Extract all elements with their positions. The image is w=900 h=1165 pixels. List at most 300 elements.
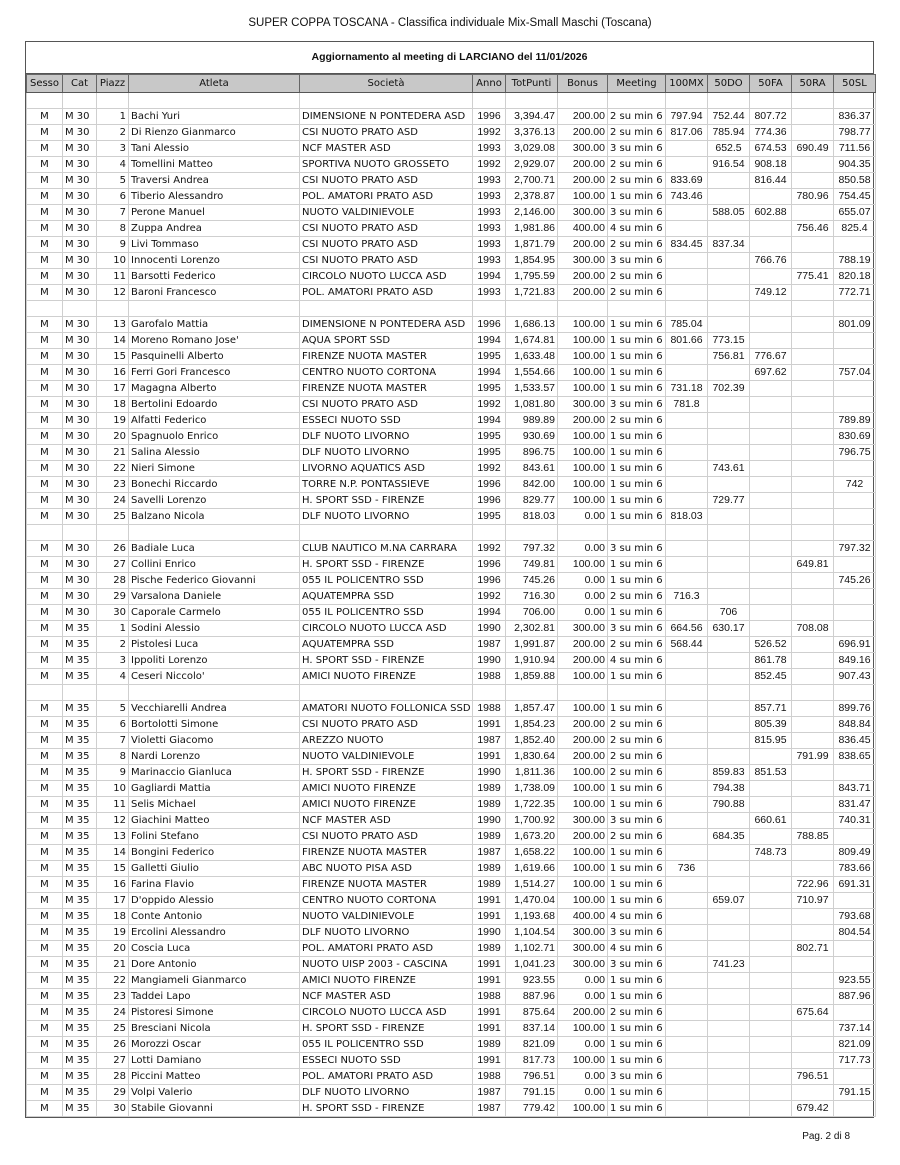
column-header-totpunti: TotPunti (506, 75, 558, 93)
cell-50do: 794.38 (708, 781, 750, 797)
cell-50ra: 679.42 (792, 1101, 834, 1117)
cell-50ra (792, 909, 834, 925)
cell-50sl: 717.73 (834, 1053, 876, 1069)
cell-50sl: 740.31 (834, 813, 876, 829)
cell-100mx (666, 349, 708, 365)
cell-piazz: 17 (97, 893, 129, 909)
cell-sesso: M (27, 813, 63, 829)
table-row (27, 285, 876, 301)
cell-atleta: Coscia Luca (129, 941, 300, 957)
cell-bonus: 0.00 (558, 573, 608, 589)
cell-50sl (834, 381, 876, 397)
cell-50ra (792, 477, 834, 493)
cell-sesso: M (27, 637, 63, 653)
cell-50do: 837.34 (708, 237, 750, 253)
cell-bonus: 100.00 (558, 781, 608, 797)
cell-piazz: 13 (97, 829, 129, 845)
cell-meeting: 1 su min 6 (608, 669, 666, 685)
cell-piazz: 8 (97, 221, 129, 237)
cell-piazz: 1 (97, 109, 129, 125)
cell-meeting: 3 su min 6 (608, 813, 666, 829)
cell-atleta: Tiberio Alessandro (129, 189, 300, 205)
cell-societa: AREZZO NUOTO (300, 733, 473, 749)
cell-cat: M 30 (63, 221, 97, 237)
cell-sesso: M (27, 621, 63, 637)
cell-piazz: 11 (97, 269, 129, 285)
cell-50sl: 783.66 (834, 861, 876, 877)
cell-bonus: 100.00 (558, 461, 608, 477)
cell-50ra (792, 253, 834, 269)
cell-50sl: 887.96 (834, 989, 876, 1005)
cell-50ra (792, 717, 834, 733)
table-row (27, 349, 876, 365)
cell-atleta: Morozzi Oscar (129, 1037, 300, 1053)
cell-meeting: 1 su min 6 (608, 893, 666, 909)
cell-50sl: 793.68 (834, 909, 876, 925)
cell-100mx (666, 797, 708, 813)
table-row (27, 221, 876, 237)
cell-anno: 1996 (473, 477, 506, 493)
cell-50ra (792, 461, 834, 477)
cell-cat: M 35 (63, 653, 97, 669)
cell-bonus: 200.00 (558, 829, 608, 845)
cell-bonus: 400.00 (558, 909, 608, 925)
cell-piazz: 7 (97, 205, 129, 221)
empty-cell (750, 685, 792, 701)
cell-meeting: 2 su min 6 (608, 717, 666, 733)
cell-50do: 652.5 (708, 141, 750, 157)
cell-piazz: 30 (97, 605, 129, 621)
cell-anno: 1994 (473, 413, 506, 429)
cell-cat: M 35 (63, 941, 97, 957)
cell-atleta: Bortolotti Simone (129, 717, 300, 733)
empty-cell (608, 525, 666, 541)
cell-50ra (792, 973, 834, 989)
cell-50do (708, 1021, 750, 1037)
cell-societa: SPORTIVA NUOTO GROSSETO (300, 157, 473, 173)
cell-cat: M 30 (63, 333, 97, 349)
cell-50do (708, 397, 750, 413)
cell-50fa (750, 1069, 792, 1085)
cell-50ra (792, 157, 834, 173)
cell-50fa (750, 413, 792, 429)
cell-bonus: 200.00 (558, 413, 608, 429)
cell-piazz: 18 (97, 909, 129, 925)
cell-totpunti: 829.77 (506, 493, 558, 509)
cell-50ra (792, 109, 834, 125)
cell-societa: 055 IL POLICENTRO SSD (300, 1037, 473, 1053)
cell-piazz: 23 (97, 989, 129, 1005)
cell-50sl (834, 333, 876, 349)
table-row (27, 141, 876, 157)
cell-totpunti: 1,811.36 (506, 765, 558, 781)
cell-50ra (792, 813, 834, 829)
cell-bonus: 300.00 (558, 397, 608, 413)
cell-totpunti: 1,658.22 (506, 845, 558, 861)
cell-sesso: M (27, 1005, 63, 1021)
cell-50sl: 830.69 (834, 429, 876, 445)
cell-atleta: Bongini Federico (129, 845, 300, 861)
cell-cat: M 35 (63, 1053, 97, 1069)
empty-cell (506, 685, 558, 701)
cell-sesso: M (27, 1037, 63, 1053)
cell-50fa: 857.71 (750, 701, 792, 717)
spacer-row (27, 685, 876, 701)
cell-50fa: 851.53 (750, 765, 792, 781)
cell-piazz: 28 (97, 1069, 129, 1085)
table-row (27, 909, 876, 925)
table-row (27, 621, 876, 637)
cell-societa: 055 IL POLICENTRO SSD (300, 605, 473, 621)
cell-societa: CLUB NAUTICO M.NA CARRARA (300, 541, 473, 557)
cell-cat: M 35 (63, 749, 97, 765)
cell-50sl (834, 893, 876, 909)
cell-bonus: 100.00 (558, 877, 608, 893)
cell-societa: FIRENZE NUOTA MASTER (300, 381, 473, 397)
cell-meeting: 1 su min 6 (608, 1085, 666, 1101)
cell-totpunti: 749.81 (506, 557, 558, 573)
cell-societa: 055 IL POLICENTRO SSD (300, 573, 473, 589)
empty-cell (63, 93, 97, 109)
cell-sesso: M (27, 269, 63, 285)
cell-piazz: 2 (97, 637, 129, 653)
cell-50fa (750, 893, 792, 909)
cell-100mx: 801.66 (666, 333, 708, 349)
table-row (27, 925, 876, 941)
cell-50do (708, 413, 750, 429)
cell-societa: NUOTO VALDINIEVOLE (300, 205, 473, 221)
cell-societa: AMICI NUOTO FIRENZE (300, 797, 473, 813)
cell-100mx: 781.8 (666, 397, 708, 413)
cell-bonus: 300.00 (558, 253, 608, 269)
cell-anno: 1987 (473, 1101, 506, 1117)
cell-sesso: M (27, 877, 63, 893)
cell-meeting: 4 su min 6 (608, 221, 666, 237)
cell-anno: 1989 (473, 1037, 506, 1053)
cell-50fa (750, 957, 792, 973)
cell-totpunti: 989.89 (506, 413, 558, 429)
cell-sesso: M (27, 477, 63, 493)
cell-totpunti: 3,376.13 (506, 125, 558, 141)
cell-100mx: 785.04 (666, 317, 708, 333)
cell-societa: H. SPORT SSD - FIRENZE (300, 557, 473, 573)
cell-meeting: 1 su min 6 (608, 477, 666, 493)
cell-piazz: 10 (97, 781, 129, 797)
cell-50fa: 807.72 (750, 109, 792, 125)
cell-50fa (750, 493, 792, 509)
cell-50sl (834, 941, 876, 957)
cell-meeting: 1 su min 6 (608, 429, 666, 445)
cell-100mx (666, 1053, 708, 1069)
column-header-100mx: 100MX (666, 75, 708, 93)
cell-atleta: Salina Alessio (129, 445, 300, 461)
cell-totpunti: 1,910.94 (506, 653, 558, 669)
table-row (27, 413, 876, 429)
cell-totpunti: 1,193.68 (506, 909, 558, 925)
cell-atleta: Baroni Francesco (129, 285, 300, 301)
cell-totpunti: 1,081.80 (506, 397, 558, 413)
cell-50do: 659.07 (708, 893, 750, 909)
cell-50do (708, 1069, 750, 1085)
cell-totpunti: 1,633.48 (506, 349, 558, 365)
cell-atleta: Di Rienzo Gianmarco (129, 125, 300, 141)
cell-piazz: 23 (97, 477, 129, 493)
table-row (27, 189, 876, 205)
cell-50sl: 848.84 (834, 717, 876, 733)
cell-anno: 1991 (473, 957, 506, 973)
table-row (27, 445, 876, 461)
table-row (27, 861, 876, 877)
cell-50sl (834, 237, 876, 253)
ranking-sheet (25, 41, 874, 1118)
cell-50do (708, 509, 750, 525)
cell-atleta: Collini Enrico (129, 557, 300, 573)
cell-atleta: Moreno Romano Jose' (129, 333, 300, 349)
empty-cell (300, 525, 473, 541)
table-row (27, 493, 876, 509)
cell-totpunti: 1,981.86 (506, 221, 558, 237)
spacer-row (27, 525, 876, 541)
empty-cell (63, 301, 97, 317)
cell-atleta: Zuppa Andrea (129, 221, 300, 237)
cell-bonus: 200.00 (558, 285, 608, 301)
cell-cat: M 35 (63, 781, 97, 797)
cell-100mx (666, 669, 708, 685)
cell-atleta: Tomellini Matteo (129, 157, 300, 173)
cell-atleta: Stabile Giovanni (129, 1101, 300, 1117)
cell-anno: 1991 (473, 909, 506, 925)
cell-50sl: 737.14 (834, 1021, 876, 1037)
cell-100mx (666, 445, 708, 461)
table-row (27, 333, 876, 349)
cell-50do (708, 317, 750, 333)
empty-cell (27, 93, 63, 109)
cell-50sl: 804.54 (834, 925, 876, 941)
cell-societa: AMICI NUOTO FIRENZE (300, 669, 473, 685)
cell-cat: M 35 (63, 829, 97, 845)
cell-50do (708, 813, 750, 829)
cell-50sl (834, 1005, 876, 1021)
cell-societa: DLF NUOTO LIVORNO (300, 509, 473, 525)
cell-100mx (666, 749, 708, 765)
cell-cat: M 30 (63, 381, 97, 397)
cell-cat: M 30 (63, 557, 97, 573)
cell-societa: DLF NUOTO LIVORNO (300, 1085, 473, 1101)
table-row (27, 1053, 876, 1069)
cell-50do (708, 637, 750, 653)
cell-cat: M 30 (63, 285, 97, 301)
cell-100mx (666, 285, 708, 301)
cell-50do (708, 589, 750, 605)
cell-piazz: 2 (97, 125, 129, 141)
cell-100mx (666, 157, 708, 173)
cell-50ra: 710.97 (792, 893, 834, 909)
empty-cell (473, 525, 506, 541)
cell-50do: 756.81 (708, 349, 750, 365)
table-row (27, 829, 876, 845)
cell-50ra (792, 237, 834, 253)
cell-50do (708, 541, 750, 557)
empty-cell (300, 301, 473, 317)
cell-50sl: 655.07 (834, 205, 876, 221)
cell-50do (708, 749, 750, 765)
cell-50do (708, 477, 750, 493)
cell-piazz: 25 (97, 509, 129, 525)
cell-50ra: 780.96 (792, 189, 834, 205)
cell-50ra (792, 205, 834, 221)
column-header-societa: Società (300, 75, 473, 93)
empty-cell (750, 525, 792, 541)
cell-100mx: 716.3 (666, 589, 708, 605)
cell-piazz: 24 (97, 493, 129, 509)
cell-meeting: 4 su min 6 (608, 653, 666, 669)
spacer-row (27, 301, 876, 317)
cell-50do (708, 269, 750, 285)
cell-societa: CENTRO NUOTO CORTONA (300, 893, 473, 909)
cell-bonus: 200.00 (558, 157, 608, 173)
cell-sesso: M (27, 589, 63, 605)
cell-piazz: 22 (97, 973, 129, 989)
cell-50sl: 825.4 (834, 221, 876, 237)
table-row (27, 477, 876, 493)
cell-cat: M 35 (63, 1021, 97, 1037)
cell-50do (708, 557, 750, 573)
cell-totpunti: 1,991.87 (506, 637, 558, 653)
cell-piazz: 12 (97, 813, 129, 829)
cell-50do (708, 285, 750, 301)
cell-atleta: Farina Flavio (129, 877, 300, 893)
cell-cat: M 30 (63, 605, 97, 621)
cell-50fa: 852.45 (750, 669, 792, 685)
cell-piazz: 19 (97, 925, 129, 941)
cell-meeting: 1 su min 6 (608, 973, 666, 989)
cell-sesso: M (27, 1021, 63, 1037)
cell-bonus: 200.00 (558, 237, 608, 253)
cell-atleta: Marinaccio Gianluca (129, 765, 300, 781)
cell-atleta: Pistoresi Simone (129, 1005, 300, 1021)
cell-piazz: 24 (97, 1005, 129, 1021)
cell-sesso: M (27, 1069, 63, 1085)
cell-totpunti: 842.00 (506, 477, 558, 493)
cell-cat: M 30 (63, 589, 97, 605)
cell-50fa (750, 1053, 792, 1069)
cell-piazz: 26 (97, 1037, 129, 1053)
cell-meeting: 2 su min 6 (608, 237, 666, 253)
cell-societa: FIRENZE NUOTA MASTER (300, 349, 473, 365)
cell-cat: M 35 (63, 701, 97, 717)
cell-50do: 859.83 (708, 765, 750, 781)
cell-sesso: M (27, 173, 63, 189)
cell-meeting: 3 su min 6 (608, 205, 666, 221)
cell-sesso: M (27, 189, 63, 205)
cell-bonus: 200.00 (558, 733, 608, 749)
table-row (27, 1005, 876, 1021)
cell-50fa (750, 909, 792, 925)
cell-piazz: 14 (97, 333, 129, 349)
cell-50fa (750, 989, 792, 1005)
cell-anno: 1996 (473, 317, 506, 333)
cell-50do (708, 973, 750, 989)
cell-cat: M 35 (63, 637, 97, 653)
cell-50fa (750, 877, 792, 893)
cell-anno: 1987 (473, 1085, 506, 1101)
table-row (27, 125, 876, 141)
cell-meeting: 1 su min 6 (608, 1101, 666, 1117)
cell-bonus: 100.00 (558, 861, 608, 877)
cell-cat: M 30 (63, 349, 97, 365)
cell-bonus: 200.00 (558, 125, 608, 141)
cell-piazz: 19 (97, 413, 129, 429)
cell-meeting: 2 su min 6 (608, 637, 666, 653)
cell-anno: 1995 (473, 349, 506, 365)
cell-societa: H. SPORT SSD - FIRENZE (300, 493, 473, 509)
cell-totpunti: 1,854.95 (506, 253, 558, 269)
table-row (27, 893, 876, 909)
cell-anno: 1993 (473, 141, 506, 157)
cell-meeting: 1 su min 6 (608, 701, 666, 717)
empty-cell (834, 525, 876, 541)
cell-cat: M 30 (63, 397, 97, 413)
cell-bonus: 400.00 (558, 221, 608, 237)
cell-50sl (834, 621, 876, 637)
cell-100mx (666, 701, 708, 717)
cell-meeting: 3 su min 6 (608, 621, 666, 637)
cell-50ra (792, 397, 834, 413)
cell-100mx (666, 845, 708, 861)
cell-societa: POL. AMATORI PRATO ASD (300, 941, 473, 957)
cell-sesso: M (27, 397, 63, 413)
header-row (27, 75, 876, 93)
cell-50fa (750, 189, 792, 205)
empty-cell (666, 93, 708, 109)
cell-50do: 773.15 (708, 333, 750, 349)
cell-piazz: 15 (97, 861, 129, 877)
cell-totpunti: 779.42 (506, 1101, 558, 1117)
empty-cell (792, 93, 834, 109)
cell-totpunti: 837.14 (506, 1021, 558, 1037)
cell-50sl: 798.77 (834, 125, 876, 141)
cell-sesso: M (27, 909, 63, 925)
cell-50fa: 748.73 (750, 845, 792, 861)
cell-bonus: 200.00 (558, 637, 608, 653)
cell-piazz: 12 (97, 285, 129, 301)
cell-atleta: Bachi Yuri (129, 109, 300, 125)
cell-totpunti: 745.26 (506, 573, 558, 589)
table-row (27, 1037, 876, 1053)
page-number: Pag. 2 di 8 (802, 1131, 850, 1142)
cell-bonus: 0.00 (558, 605, 608, 621)
cell-atleta: Varsalona Daniele (129, 589, 300, 605)
cell-50do (708, 989, 750, 1005)
cell-anno: 1994 (473, 365, 506, 381)
cell-sesso: M (27, 557, 63, 573)
table-row (27, 717, 876, 733)
cell-atleta: Caporale Carmelo (129, 605, 300, 621)
cell-piazz: 26 (97, 541, 129, 557)
empty-cell (558, 685, 608, 701)
column-header-anno: Anno (473, 75, 506, 93)
cell-50sl (834, 493, 876, 509)
cell-100mx (666, 829, 708, 845)
cell-50ra: 791.99 (792, 749, 834, 765)
cell-anno: 1992 (473, 397, 506, 413)
cell-meeting: 2 su min 6 (608, 733, 666, 749)
cell-sesso: M (27, 317, 63, 333)
cell-50sl: 754.45 (834, 189, 876, 205)
cell-atleta: Ercolini Alessandro (129, 925, 300, 941)
cell-meeting: 1 su min 6 (608, 797, 666, 813)
table-row (27, 845, 876, 861)
